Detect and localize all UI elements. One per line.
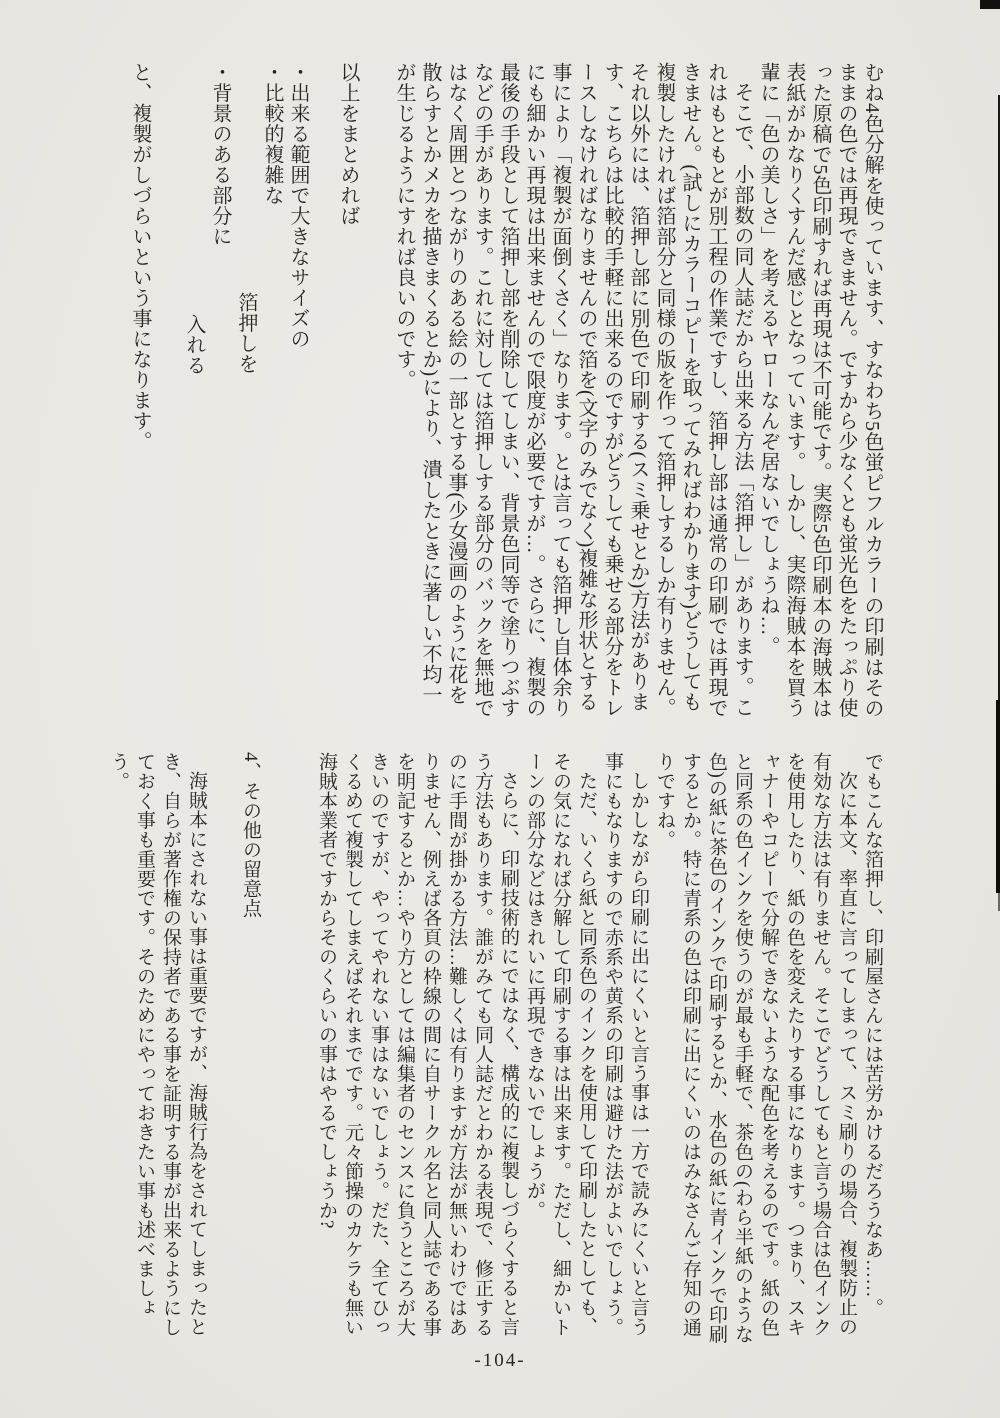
paragraph-printer-sympathy: でもこんな箔押し、印刷屋さんには苦労かけるだろうなあ……。 <box>862 752 883 1318</box>
summary-bullet-size: ・出来る範囲で大きなサイズの <box>287 62 309 349</box>
bottom-text-block <box>105 752 885 1346</box>
summary-intro: 以上をまとめれば <box>337 62 359 226</box>
top-text-block <box>127 62 885 720</box>
section-heading-other-notes: 4、その他の留意点 <box>240 752 261 918</box>
scan-artifact-corner-mark <box>980 0 1000 9</box>
paragraph-separation-limits: ただ、いくら紙と同系色のインクを使用して印刷したとしても、その気になれば分解して印刷する事は出来ます。ただし、細かいトーンの部分などはきれいに再現できないでしょうが。 <box>524 752 597 1337</box>
paragraph-ink-and-paper: 次に本文、率直に言ってしまって、スミ刷りの場合、複製防止の有効な方法は有りません。そこでどうしてもと言う場合は色インクを使用したり、紙の色を変えたりする事になります。つまり、スキャナーやコピーで分解できないような配色を考えるのです。紙の色と同系の色インクを使うのが最も手軽で、茶色の(わら半紙のような色)の紙に茶色のインクで印刷するとか、水色の紙に青インクで印刷するとか。特に青系の色は印刷に出にくいのはみなさんご存知の通りですね。 <box>654 752 857 1344</box>
paragraph-color-printing: むね4色分解を使っています、すなわち5色蛍ピフルカラーの印刷はそのままの色では再現できません。ですから少なくとも蛍光色をたっぷり使った原稿で5色印刷すれば再現は不可能です。実際5色印刷本の海賊本は表紙がかなりくすんだ感じとなっています。しかし、実際海賊本を買う輩に「色の美しさ」を考えるヤローなんぞ居ないでしょうね…。 <box>757 62 883 719</box>
paragraph-structural-methods: さらに、印刷技術的にではなく、構成的に複製しづらくすると言う方法もあります。誰がみても同人誌だとわかる表現で、修正するのに手間が掛かる方法…難しくは有りますが方法が無いわけではありません、例えば各頁の枠線の間に自サークル名と同人誌である事を明記するとか…やり方としては編集者のセンスに負うところが大きいのですが、やってやれない事はないでしょう。だた、全てひっくるめて複製してしまえばそれまでです。元々節操のカケラも無い海賊本業者ですからそのくらいの事はやるでしょうか? <box>316 752 519 1337</box>
scan-artifact-edge-line-thick <box>996 700 1000 893</box>
paragraph-readability: しかしながら印刷に出にくいと言う事は一方で読みにくいと言う事にもなりますので赤系や黄系の印刷は避けた法がよいでしょう。 <box>602 752 649 1337</box>
page-number: -104- <box>474 1350 526 1371</box>
summary-phrase-foil: 箔押しを <box>235 292 257 374</box>
summary-outro: と、複製がしづらいという事になります。 <box>129 62 151 452</box>
summary-bullet-background: ・背景のある部分に <box>209 62 231 247</box>
paragraph-copyright-proof: 海賊本にされない事は重要ですが、海賊行為をされてしまったとき、自らが著作権の保持者である事を証明する事が出来るようにしておく事も重要です。そのためにやっておきたい事も述べましょう。 <box>108 752 207 1337</box>
paragraph-foil-stamping: そこで、小部数の同人誌だから出来る方法「箔押し」があります。これはもともとが別工程の作業ですし、箔押し部は通常の印刷では再現できません。(試しにカラーコピーを取ってみればわかります)どうしても複製したければ箔部分と同様の版を作って箔押しするしか有りません。それ以外には、箔押し部に別色で印刷する(スミ乗せとか)方法があります、こちらは比較的手軽に出来るのですがどうしても乗せる部分をトレースしなければなりませんので箔を(文字のみでなく)複雑な形状とする事により「複製が面倒くさく」なります。とは言っても箔押し自体余りにも細かい再現は出来ませんので限度が必要ですが…。さらに、複製の最後の手段として箔押し部を削除してしまい、背景色同等で塗りつぶすなどの手があります。これに対しては箔押しする部分のバックを無地ではなく周囲とつながりのある絵の一部とする事(少女漫画のように花を散らすとかメカを描きまくるとか)により、潰したときに著しい不均一が生じるようにすれば良いのです。 <box>393 62 753 718</box>
summary-phrase-insert: 入れる <box>183 314 205 376</box>
summary-bullet-complexity: ・比較的複雑な <box>261 62 283 206</box>
